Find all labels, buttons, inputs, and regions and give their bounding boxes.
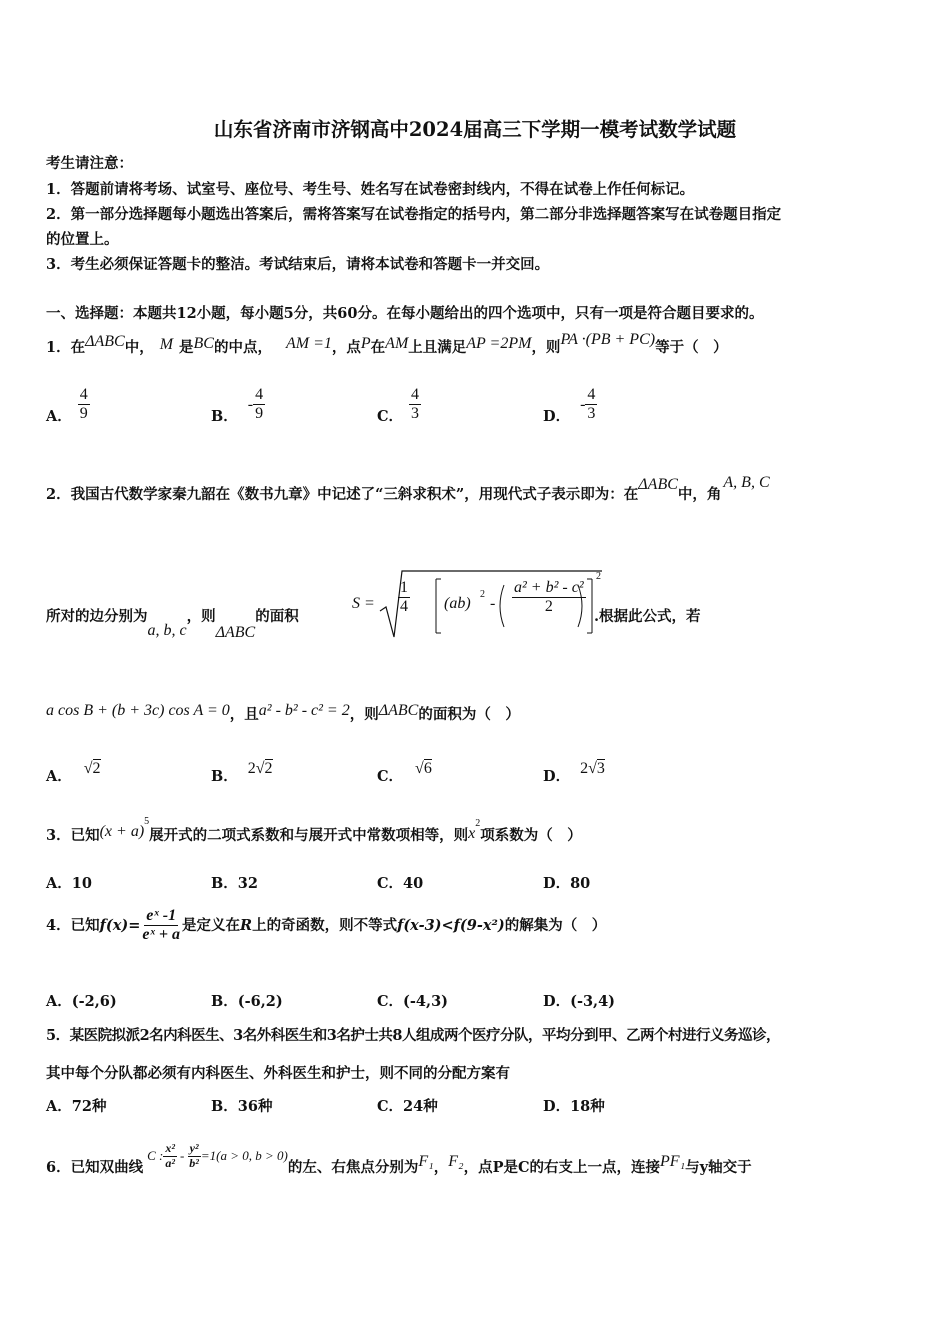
question-2: 2．我国古代数学家秦九韶在《数书九章》中记述了“三斜求积术”，用现代式子表示即为：在ΔABC中，角A, B, C [46,474,770,503]
question-2-formula: 所对的边分别为a, b, c，则ΔABC的面积 [46,608,299,641]
option-a[interactable]: A．72种 [46,1098,107,1115]
notice-item: 1．答题前请将考场、试室号、座位号、考生号、姓名写在试卷密封线内，不得在试卷上作任何标记。 [46,181,695,198]
question-3: 3．已知$(x + a)^5$展开式的二项式系数和与展开式中常数项相等，则$x^2$项系数为（ ） [46,816,582,844]
notice-item: 的位置上。 [46,231,119,248]
question-5: 5．某医院拟派2名内科医生、3名外科医生和3名护士共8人组成两个医疗分队，平均分到甲、乙两个村进行义务巡诊， [46,1027,780,1044]
option-d[interactable]: D．- $\frac{4}{3}$ [543,386,596,426]
page-title: 山东省济南市济钢高中2024届高三下学期一模考试数学试题 [213,118,737,141]
option-b[interactable]: B．32 [211,875,258,892]
question-4: 4．已知f(x)= $\frac{\text{eˣ -1}}{\text{eˣ + a}}$ 是定义在R上的奇函数，则不等式f(x-3)<f(9-x²)的解集为（ ） [46,907,607,944]
option-d[interactable]: D． 2√3 [543,760,605,785]
option-b[interactable]: B．(-6,2) [211,993,283,1010]
option-c[interactable]: C． $\frac{4}{3}$ [377,386,420,426]
notice-heading: 考生请注意： [46,155,133,172]
section-heading: 一、选择题：本题共12小题，每小题5分，共60分。在每小题给出的四个选项中，只有一项是符合题目要求的。 [46,305,764,322]
option-a[interactable]: A． √2 [46,760,101,785]
option-a[interactable]: A． $\frac{4}{9}$ [46,386,88,426]
option-c[interactable]: C．24种 [377,1098,438,1115]
option-a[interactable]: A．(-2,6) [46,993,117,1010]
question-2-cont: .根据此公式，若 [594,608,701,625]
option-c[interactable]: C．(-4,3) [377,993,449,1010]
option-d[interactable]: D．18种 [543,1098,605,1115]
option-b[interactable]: B．- $\frac{4}{9}$ [211,386,264,426]
option-b[interactable]: B． 2√2 [211,760,273,785]
question-1: 1．在ΔABC中， M 是BC的中点， AM =1，点P在AM上且满足AP =2PM，则PA ·(PB + PC)等于（ ） [46,331,728,356]
option-c[interactable]: C． √6 [377,760,432,785]
option-a[interactable]: A．10 [46,875,92,892]
notice-item: 2．第一部分选择题每小题选出答案后，需将答案写在试卷指定的括号内，第二部分非选择题答案写在试卷题目指定 [46,206,782,223]
notice-item: 3．考生必须保证答题卡的整洁。考试结束后，请将本试卷和答题卡一并交回。 [46,256,550,273]
option-d[interactable]: D．(-3,4) [543,993,616,1010]
question-2-condition: a cos B + (b + 3c) cos A = 0，且a² - b² - c² = 2，则ΔABC的面积为（ ） [46,702,520,723]
question-6: 6．已知双曲线C : $\frac{\text{x²}}{\text{a²}}$ - $\frac{\text{y²}}{\text{b²}}$ =1(a > 0, b > 0)的左、右焦点分别为F₁，F₂，点P是C的右支上一点，连接PF₁与y轴交于 [46,1141,752,1177]
option-d[interactable]: D．80 [543,875,591,892]
option-b[interactable]: B．36种 [211,1098,273,1115]
option-c[interactable]: C．40 [377,875,424,892]
question-5-cont: 其中每个分队都必须有内科医生、外科医生和护士，则不同的分配方案有 [46,1065,510,1082]
